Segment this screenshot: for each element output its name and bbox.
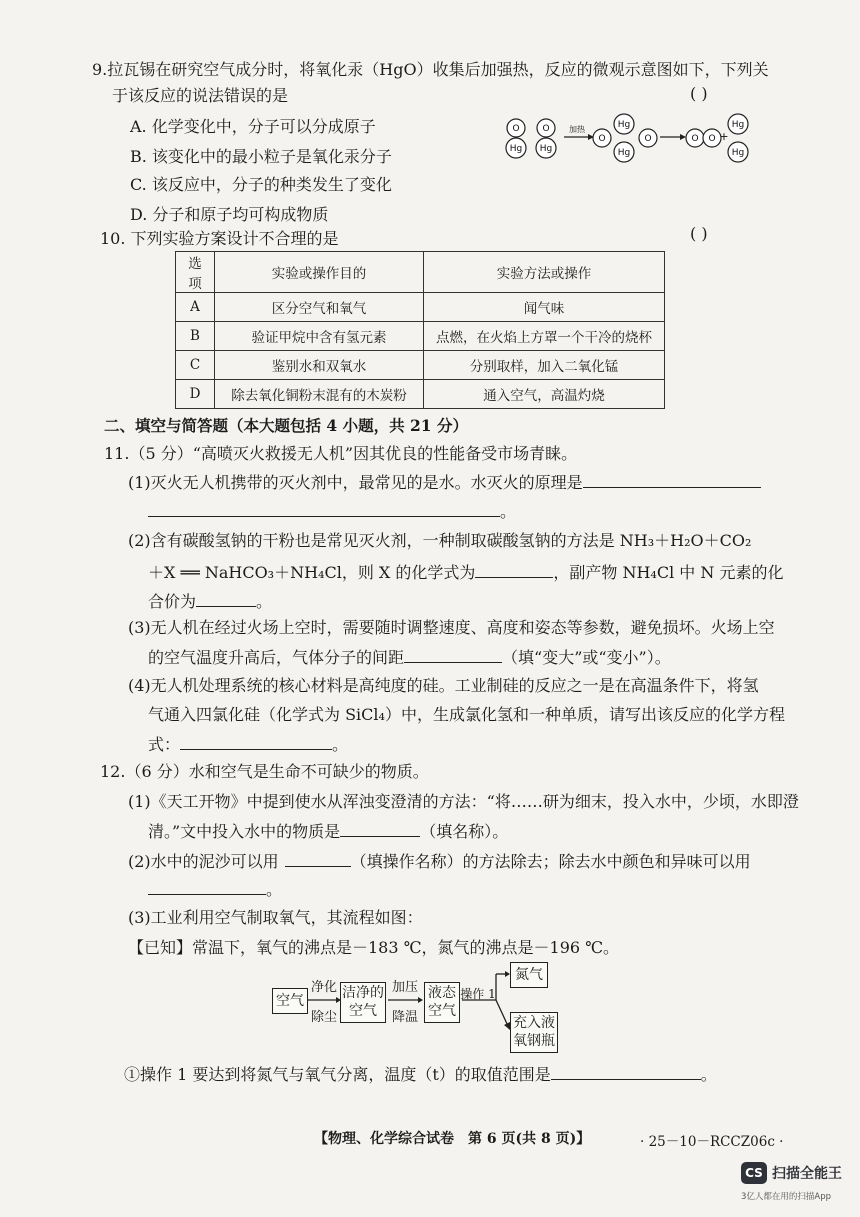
flow-box-oxygen-tank: 充入液 氧钢瓶 — [510, 1012, 558, 1053]
table-cell: 分别取样，加入二氧化锰 — [424, 351, 665, 380]
q12-part3: (3)工业利用空气制取氧气，其流程如图： — [128, 908, 423, 927]
answer-blank[interactable] — [475, 561, 553, 578]
flow-box-air: 空气 — [272, 988, 308, 1014]
table-row — [176, 322, 665, 351]
q10-answer-paren: ( ) — [690, 224, 708, 243]
q12-stem: 12.（6 分）水和空气是生命不可缺少的物质。 — [100, 762, 429, 781]
q11-part2-line1: (2)含有碳酸氢钠的干粉也是常见灭火剂，一种制取碳酸氢钠的方法是 NH₃＋H₂O＋CO₂ — [128, 531, 752, 550]
q11-part2-line3: 合价为 。 — [148, 592, 273, 611]
answer-blank[interactable] — [148, 878, 266, 895]
page-code: · 25－10－RCCZ06c · — [640, 1134, 784, 1150]
table-row — [176, 293, 665, 322]
atom-label-hg: Hg — [731, 120, 745, 130]
flow-step-operation-1: 操作 1 — [460, 987, 496, 1001]
answer-blank[interactable] — [583, 471, 761, 488]
q11-part4-line1: (4)无人机处理系统的核心材料是高纯度的硅。工业制硅的反应之一是在高温条件下，将氢 — [128, 676, 759, 695]
q9-option-c: C. 该反应中，分子的种类发生了变化 — [130, 175, 392, 194]
table-cell: 验证甲烷中含有氢元素 — [215, 322, 424, 351]
q9-stem-line2: 于该反应的说法错误的是 — [112, 86, 289, 105]
atom-label-o: O — [542, 124, 550, 134]
q11-part4-line3: 式： 。 — [148, 735, 349, 754]
atom-label-hg: Hg — [617, 120, 631, 130]
answer-blank[interactable] — [180, 733, 332, 750]
q12-sub1: ①操作 1 要达到将氮气与氧气分离，温度（t）的取值范围是 。 — [124, 1065, 717, 1084]
q11-part1-cont: 。 — [148, 500, 516, 522]
q11-stem: 11.（5 分）“高喷灭火救援无人机”因其优良的性能备受市场青睐。 — [104, 444, 578, 463]
flow-step-purify: 净化 — [310, 980, 337, 995]
answer-blank[interactable] — [340, 820, 420, 837]
q10-experiment-table — [175, 251, 665, 409]
table-cell: 除去氧化铜粉末混有的木炭粉 — [215, 380, 424, 409]
table-row — [176, 351, 665, 380]
q11-part2-line2: ＋X ══ NaHCO₃＋NH₄Cl，则 X 的化学式为 ，副产物 NH₄Cl 中 N 元素的化 — [148, 563, 784, 582]
flow-box-clean-air: 洁净的 空气 — [340, 982, 386, 1023]
table-row — [176, 380, 665, 409]
flow-arrows — [300, 960, 520, 1040]
atom-label-o: O — [708, 134, 716, 144]
camscanner-logo: CS — [741, 1162, 767, 1184]
watermark-tagline: 3亿人都在用的扫描App — [741, 1192, 832, 1202]
q9-option-d: D. 分子和原子均可构成物质 — [130, 205, 329, 224]
atom-label-hg: Hg — [617, 148, 631, 158]
q9-option-b: B. 该变化中的最小粒子是氧化汞分子 — [130, 147, 392, 166]
plus-sign: + — [719, 130, 729, 143]
hgo-molecule — [506, 119, 526, 158]
flow-box-nitrogen: 氮气 — [510, 962, 548, 988]
atom-label-o: O — [644, 134, 652, 144]
answer-blank[interactable] — [196, 590, 256, 607]
table-header-cell: 选项 — [176, 252, 215, 293]
q12-part1-line2: 清。”文中投入水中的物质是 （填名称）。 — [148, 822, 509, 841]
atom-label-o: O — [512, 124, 520, 134]
q11-part3-line1: (3)无人机在经过火场上空时，需要随时调整速度、高度和姿态等参数，避免损坏。火场上空 — [128, 618, 775, 637]
table-cell: B — [176, 322, 215, 351]
q9-stem-line1: 9.拉瓦锡在研究空气成分时，将氧化汞（HgO）收集后加强热，反应的微观示意图如下，下列关 — [92, 60, 769, 79]
q9-option-a: A. 化学变化中，分子可以分成原子 — [130, 117, 376, 136]
q12-part2-line2: 。 — [148, 878, 282, 900]
table-cell: 通入空气，高温灼烧 — [424, 380, 665, 409]
arrow-label-heat: 加热 — [569, 125, 585, 134]
table-cell: 鉴别水和双氧水 — [215, 351, 424, 380]
atom-label-hg: Hg — [731, 148, 745, 158]
answer-blank[interactable] — [551, 1063, 701, 1080]
table-cell: 区分空气和氧气 — [215, 293, 424, 322]
table-cell: 闻气味 — [424, 293, 665, 322]
answer-blank[interactable] — [285, 850, 351, 867]
hgo-reaction-diagram — [500, 108, 750, 168]
flow-step-dedust: 除尘 — [310, 1010, 337, 1025]
flow-step-cool: 降温 — [391, 1010, 418, 1025]
table-cell: 点燃，在火焰上方罩一个干冷的烧杯 — [424, 322, 665, 351]
atom-label-hg: Hg — [509, 144, 523, 154]
hgo-molecule — [536, 119, 556, 158]
atom-label-o: O — [598, 134, 606, 144]
table-cell: A — [176, 293, 215, 322]
atom-label-hg: Hg — [539, 144, 553, 154]
flow-step-pressurize: 加压 — [391, 980, 418, 995]
q12-part1-line1: (1)《天工开物》中提到使水从浑浊变澄清的方法：“将……研为细末，投入水中，少顷，水即澄 — [128, 792, 799, 811]
q12-part2-line1: (2)水中的泥沙可以用 （填操作名称）的方法除去；除去水中颜色和异味可以用 — [128, 852, 751, 871]
section-2-heading: 二、填空与简答题（本大题包括 4 小题，共 21 分） — [104, 416, 468, 435]
page-footer: 【物理、化学综合试卷 第 6 页(共 8 页)】 — [314, 1131, 591, 1147]
table-cell: D — [176, 380, 215, 409]
table-cell: C — [176, 351, 215, 380]
q10-stem: 10. 下列实验方案设计不合理的是 — [100, 229, 339, 248]
atom-label-o: O — [691, 134, 699, 144]
table-header-cell: 实验方法或操作 — [424, 252, 665, 293]
q11-part1: (1)灭火无人机携带的灭火剂中，最常见的是水。水灭火的原理是 — [128, 471, 761, 493]
q12-known: 【已知】常温下，氧气的沸点是－183 ℃，氮气的沸点是－196 ℃。 — [128, 938, 620, 957]
answer-blank[interactable] — [404, 646, 502, 663]
watermark-name: 扫描全能王 — [772, 1166, 842, 1182]
table-header-cell: 实验或操作目的 — [215, 252, 424, 293]
q11-part3-line2: 的空气温度升高后，气体分子的间距 （填“变大”或“变小”）。 — [148, 648, 671, 667]
q9-answer-paren: ( ) — [690, 84, 708, 103]
q11-part4-line2: 气通入四氯化硅（化学式为 SiCl₄）中，生成氯化氢和一种单质，请写出该反应的化学方程 — [148, 705, 785, 724]
flow-box-liquid-air: 液态 空气 — [424, 982, 460, 1023]
table-header-row — [176, 252, 665, 293]
answer-blank[interactable] — [148, 500, 500, 517]
